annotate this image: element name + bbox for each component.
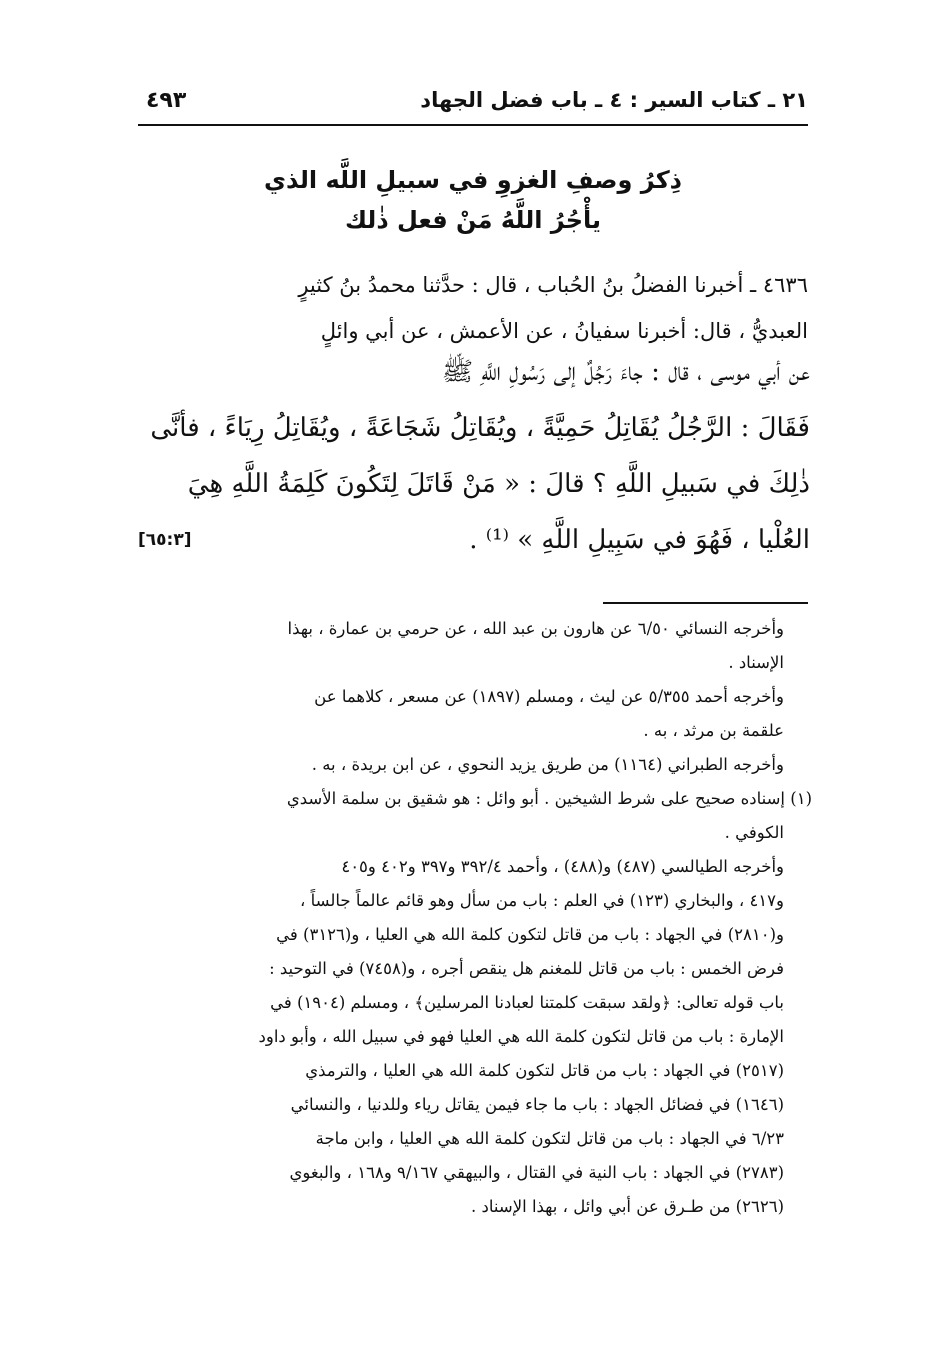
footnote-paragraph xyxy=(140,748,812,782)
hadith-isnad xyxy=(138,262,808,354)
footnote-line: وأخرجه النسائي ٦/٥٠ عن هارون بن عبد الله ، عن حرمي بن عمارة ، بهذا xyxy=(287,619,784,638)
section-title xyxy=(138,160,808,240)
running-header xyxy=(138,84,808,124)
chapter-heading: ٢١ ـ كتاب السير : ٤ ـ باب فضل الجهاد xyxy=(420,88,808,112)
matn-last-line xyxy=(138,512,810,568)
footnote-line: و٤١٧ ، والبخاري (١٢٣) في العلم : باب من سأل وهو قائم عالماً جالساً ، xyxy=(300,891,784,910)
isnad-line-2: العبديُّ ، قال: أخبرنا سفيانُ ، عن الأعمش ، عن أبي وائلٍ xyxy=(320,319,808,343)
footnote-1 xyxy=(140,782,812,850)
footnote-line: و(٢٨١٠) في الجهاد : باب من قاتل لتكون كلمة الله هي العليا ، و(٣١٢٦) في xyxy=(276,925,784,944)
footnote-line: وأخرجه الطيالسي (٤٨٧) و(٤٨٨) ، وأحمد ٣٩٢/٤ و٣٩٧ و٤٠٢ و٤٠٥ xyxy=(341,857,784,876)
footnote-line: الإمارة : باب من قاتل لتكون كلمة الله هي العليا فهو في سبيل الله ، وأبو داود xyxy=(258,1027,784,1046)
footnote-line: (١٦٤٦) في فضائل الجهاد : باب ما جاء فيمن يقاتل رياء وللدنيا ، والنسائي xyxy=(290,1095,784,1114)
footnotes xyxy=(140,612,812,1224)
footnote-paragraph xyxy=(140,850,812,1224)
footnote-line: (١) إسناده صحيح على شرط الشيخين . أبو وائل : هو شقيق بن سلمة الأسدي xyxy=(286,789,812,808)
header-divider xyxy=(138,124,808,126)
hadith-text xyxy=(138,344,810,568)
footnote-line: باب قوله تعالى: ﴿ولقد سبقت كلمتنا لعبادنا المرسلين﴾ ، ومسلم (١٩٠٤) في xyxy=(270,993,784,1012)
isnad-line-1: ٤٦٣٦ ـ أخبرنا الفضلُ بنُ الحُباب ، قال : حدَّثنا محمدُ بنُ كثيرٍ xyxy=(298,273,808,297)
footnote-paragraph xyxy=(140,612,812,680)
section-title-line-1: ذِكرُ وصفِ الغزوِ في سبيلِ اللَّه الذي xyxy=(264,166,682,194)
page-number: ٤٩٣ xyxy=(146,88,187,113)
matn-line-3: ذٰلِكَ في سَبيلِ اللَّهِ ؟ قالَ : « مَنْ قَاتَلَ لِتَكُونَ كَلِمَةُ اللَّهِ هِيَ xyxy=(187,469,810,499)
footnote-line: وأخرجه الطبراني (١١٦٤) من طريق يزيد النحوي ، عن ابن بريدة ، به . xyxy=(311,755,784,774)
footnote-line: ٦/٢٣ في الجهاد : باب من قاتل لتكون كلمة الله هي العليا ، وابن ماجة xyxy=(315,1129,784,1148)
footnote-line: الإسناد . xyxy=(728,653,784,672)
matn-line-1: عن أبي موسى ، قال : جاءَ رَجُلٌ إلى رَسُولِ اللَّهِ ﷺ xyxy=(441,357,810,387)
footnote-divider xyxy=(603,602,808,604)
footnote-line: علقمة بن مرثد ، به . xyxy=(643,721,784,740)
matn-line-2: فَقَالَ : الرَّجُلُ يُقَاتِلُ حَمِيَّةً ، ويُقَاتِلُ شَجَاعَةً ، ويُقَاتِلُ رِيَاءً ، فأنَّى xyxy=(150,413,810,443)
footnote-line: (٢٥١٧) في الجهاد : باب من قاتل لتكون كلمة الله هي العليا ، والترمذي xyxy=(305,1061,784,1080)
footnote-line: (٢٦٢٦) من طـرق عن أبي وائل ، بهذا الإسناد . xyxy=(471,1197,784,1216)
footnote-line: الكوفي . xyxy=(724,823,784,842)
footnote-paragraph xyxy=(140,680,812,748)
source-reference: [٦٥:٣] xyxy=(138,530,192,550)
footnote-line: (٢٧٨٣) في الجهاد : باب النية في القتال ، والبيهقي ٩/١٦٧ و١٦٨ ، والبغوي xyxy=(289,1163,784,1182)
section-title-line-2: يأْجُرُ اللَّهُ مَنْ فعل ذٰلك xyxy=(344,206,602,234)
footnote-line: فرض الخمس : باب من قاتل للمغنم هل ينقص أجره ، و(٧٤٥٨) في التوحيد : xyxy=(269,959,784,978)
footnote-line: وأخرجه أحمد ٥/٣٥٥ عن ليث ، ومسلم (١٨٩٧) عن مسعر ، كلاهما عن xyxy=(314,687,784,706)
matn-line-4: العُلْيا ، فَهُوَ في سَبِيلِ اللَّهِ » ⁽¹⁾ . xyxy=(469,525,810,555)
